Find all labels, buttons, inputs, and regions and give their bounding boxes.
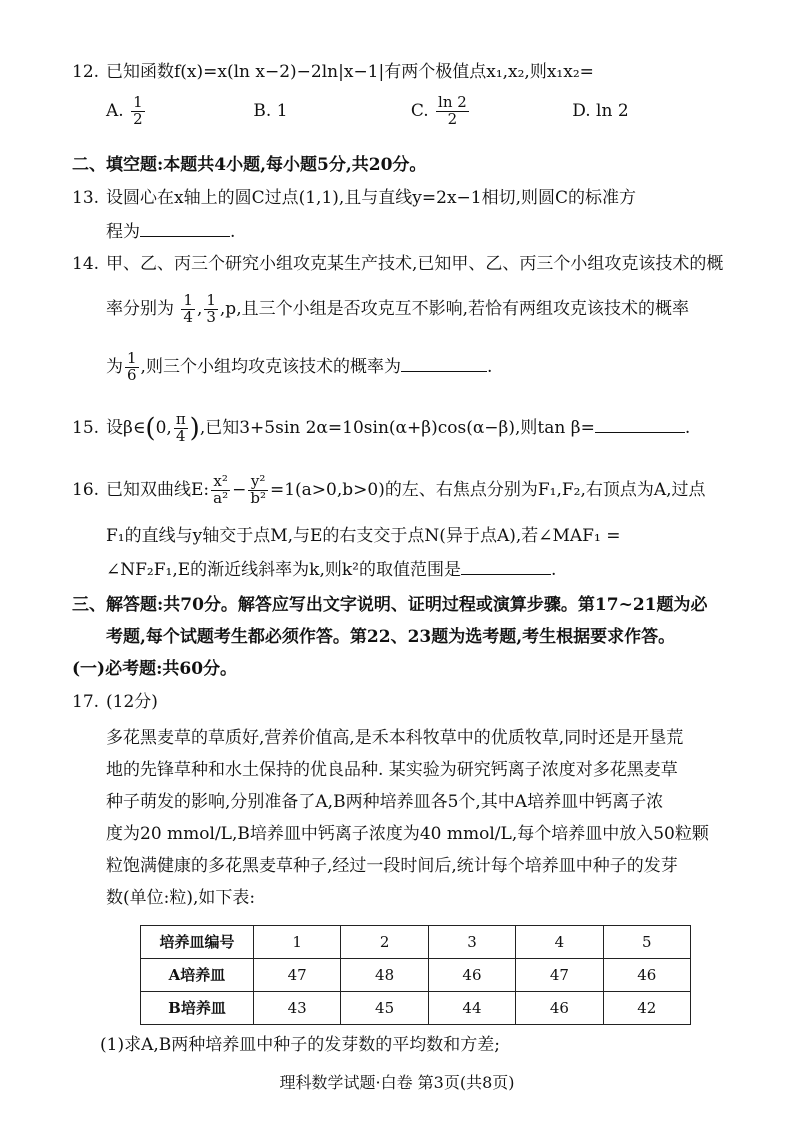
question-text: . xyxy=(486,356,493,377)
question-14 xyxy=(72,252,723,278)
fraction-numerator: x² xyxy=(211,474,230,491)
part-1-title: (一)必考题:共60分。 xyxy=(72,659,238,679)
question-12 xyxy=(72,60,594,86)
table-cell: 47 xyxy=(516,959,603,992)
question-number: 17. xyxy=(72,692,100,712)
table-cell: 42 xyxy=(603,992,690,1025)
separator: , xyxy=(196,298,203,319)
interval-start: 0, xyxy=(155,417,172,438)
answer-blank[interactable] xyxy=(401,355,487,372)
left-paren: ( xyxy=(145,413,156,444)
table-cell: 45 xyxy=(341,992,428,1025)
table-header-cell: 5 xyxy=(603,926,690,959)
question-text: 已知双曲线E: xyxy=(106,479,210,500)
question-17-header xyxy=(72,690,158,716)
option-a-label: A. xyxy=(106,100,124,121)
fraction-denominator: 2 xyxy=(447,109,458,128)
table-cell: 46 xyxy=(516,992,603,1025)
option-a xyxy=(106,95,248,128)
y-squared-fraction xyxy=(248,474,268,507)
question-text: ∠NF₂F₁,E的渐近线斜率为k,则k²的取值范围是 xyxy=(106,560,461,580)
section-3-line-1: 三、解答题:共70分。解答应写出文字说明、证明过程或演算步骤。第17~21题为必 xyxy=(72,595,708,615)
page-footer: 理科数学试题·白卷 第3页(共8页) xyxy=(279,1073,515,1092)
question-14-line-2 xyxy=(106,293,689,326)
question-text: ,p,且三个小组是否攻克互不影响,若恰有两组攻克该技术的概率 xyxy=(219,298,689,319)
fraction-denominator: 6 xyxy=(127,365,137,384)
question-16-line-2: F₁的直线与y轴交于点M,与E的右支交于点N(异于点A),若∠MAF₁ = xyxy=(106,526,621,546)
question-17-paragraph-line: 多花黑麦草的草质好,营养价值高,是禾本科牧草中的优质牧草,同时还是开垦荒 xyxy=(106,728,684,748)
option-b: B. 1 xyxy=(253,100,288,121)
fraction-numerator: π xyxy=(175,410,186,428)
probability-fraction xyxy=(125,351,139,384)
question-stem: 已知函数f(x)=x(ln x−2)−2ln|x−1|有两个极值点x₁,x₂,则x₁x₂= xyxy=(106,62,594,82)
table-cell: 44 xyxy=(428,992,515,1025)
question-text: 率分别为 xyxy=(106,298,174,319)
question-text: =1(a>0,b>0)的左、右焦点分别为F₁,F₂,右顶点为A,过点 xyxy=(269,479,706,500)
pi-over-4-fraction xyxy=(174,412,188,445)
table-cell: B培养皿 xyxy=(141,992,254,1025)
question-number: 15. xyxy=(72,417,100,438)
question-text: . xyxy=(684,417,691,438)
fraction-numerator: 1 xyxy=(206,291,216,309)
question-17-paragraph-line: 粒饱满健康的多花黑麦草种子,经过一段时间后,统计每个培养皿中种子的发芽 xyxy=(106,856,678,876)
option-c-fraction xyxy=(436,95,469,128)
fraction-numerator: 1 xyxy=(183,291,193,309)
answer-blank[interactable] xyxy=(461,558,551,575)
question-17-paragraph-line: 种子萌发的影响,分别准备了A,B两种培养皿各5个,其中A培养皿中钙离子浓 xyxy=(106,792,664,812)
fraction-numerator: 1 xyxy=(127,349,137,367)
question-number: 12. xyxy=(72,62,100,82)
option-c-label: C. xyxy=(410,100,429,121)
fraction-numerator: ln 2 xyxy=(438,93,467,111)
question-text: 甲、乙、丙三个研究小组攻克某生产技术,已知甲、乙、丙三个小组攻克该技术的概 xyxy=(106,254,724,274)
right-paren: ) xyxy=(189,413,200,444)
minus-sign: − xyxy=(232,479,247,500)
table-header-row xyxy=(141,926,691,959)
question-16-line-3 xyxy=(106,558,556,584)
fraction-numerator: y² xyxy=(248,474,268,491)
section-2-title: 二、填空题:本题共4小题,每小题5分,共20分。 xyxy=(72,155,427,175)
question-score: (12分) xyxy=(106,692,158,712)
question-17-subquestion-1: (1)求A,B两种培养皿中种子的发芽数的平均数和方差; xyxy=(100,1035,500,1055)
germination-table xyxy=(140,925,691,1025)
table-cell: 47 xyxy=(254,959,341,992)
question-16 xyxy=(72,474,706,507)
question-text: . xyxy=(230,222,236,242)
question-text: . xyxy=(550,560,557,580)
table-header-cell: 3 xyxy=(428,926,515,959)
question-17-paragraph-line: 度为20 mmol/L,B培养皿中钙离子浓度为40 mmol/L,每个培养皿中放入50粒颗 xyxy=(106,824,709,844)
question-17-paragraph-line: 地的先锋草种和水土保持的优良品种. 某实验为研究钙离子浓度对多花黑麦草 xyxy=(106,760,678,780)
table-header-cell: 1 xyxy=(254,926,341,959)
question-15 xyxy=(72,412,690,445)
answer-blank[interactable] xyxy=(595,416,685,433)
option-c xyxy=(411,95,567,128)
table-cell: A培养皿 xyxy=(141,959,254,992)
table-cell: 46 xyxy=(428,959,515,992)
table-cell: 43 xyxy=(254,992,341,1025)
question-text: 程为 xyxy=(106,222,140,242)
fraction-denominator: a² xyxy=(213,488,229,507)
table-header-cell: 培养皿编号 xyxy=(141,926,254,959)
table-row xyxy=(141,992,691,1025)
question-text: ,已知3+5sin 2α=10sin(α+β)cos(α−β),则tan β= xyxy=(199,417,595,438)
question-13 xyxy=(72,186,636,212)
answer-blank[interactable] xyxy=(140,220,230,237)
table-cell: 48 xyxy=(341,959,428,992)
option-d: D. ln 2 xyxy=(572,100,629,121)
probability-fraction xyxy=(204,293,218,326)
fraction-denominator: 2 xyxy=(133,109,143,128)
probability-fraction xyxy=(181,293,195,326)
question-text: 为 xyxy=(106,356,123,377)
fraction-denominator: 3 xyxy=(206,307,216,326)
question-number: 13. xyxy=(72,188,100,208)
question-text: 设圆心在x轴上的圆C过点(1,1),且与直线y=2x−1相切,则圆C的标准方 xyxy=(106,188,637,208)
question-number: 14. xyxy=(72,254,100,274)
question-text: 设β∈ xyxy=(106,417,146,438)
fraction-denominator: b² xyxy=(250,488,266,507)
question-12-options xyxy=(106,95,629,128)
question-text: ,则三个小组均攻克该技术的概率为 xyxy=(140,356,401,377)
table-header-cell: 2 xyxy=(341,926,428,959)
section-3-line-2: 考题,每个试题考生都必须作答。第22、23题为选考题,考生根据要求作答。 xyxy=(106,627,676,647)
question-14-line-3 xyxy=(106,351,492,384)
fraction-denominator: 4 xyxy=(175,426,186,445)
table-cell: 46 xyxy=(603,959,690,992)
question-number: 16. xyxy=(72,479,100,500)
fraction-denominator: 4 xyxy=(183,307,193,326)
question-17-paragraph-line: 数(单位:粒),如下表: xyxy=(106,888,256,908)
x-squared-fraction xyxy=(211,474,230,507)
fraction-numerator: 1 xyxy=(133,93,143,111)
table-header-cell: 4 xyxy=(516,926,603,959)
table-row xyxy=(141,959,691,992)
question-13-line-2 xyxy=(106,220,235,246)
option-a-fraction xyxy=(131,95,145,128)
